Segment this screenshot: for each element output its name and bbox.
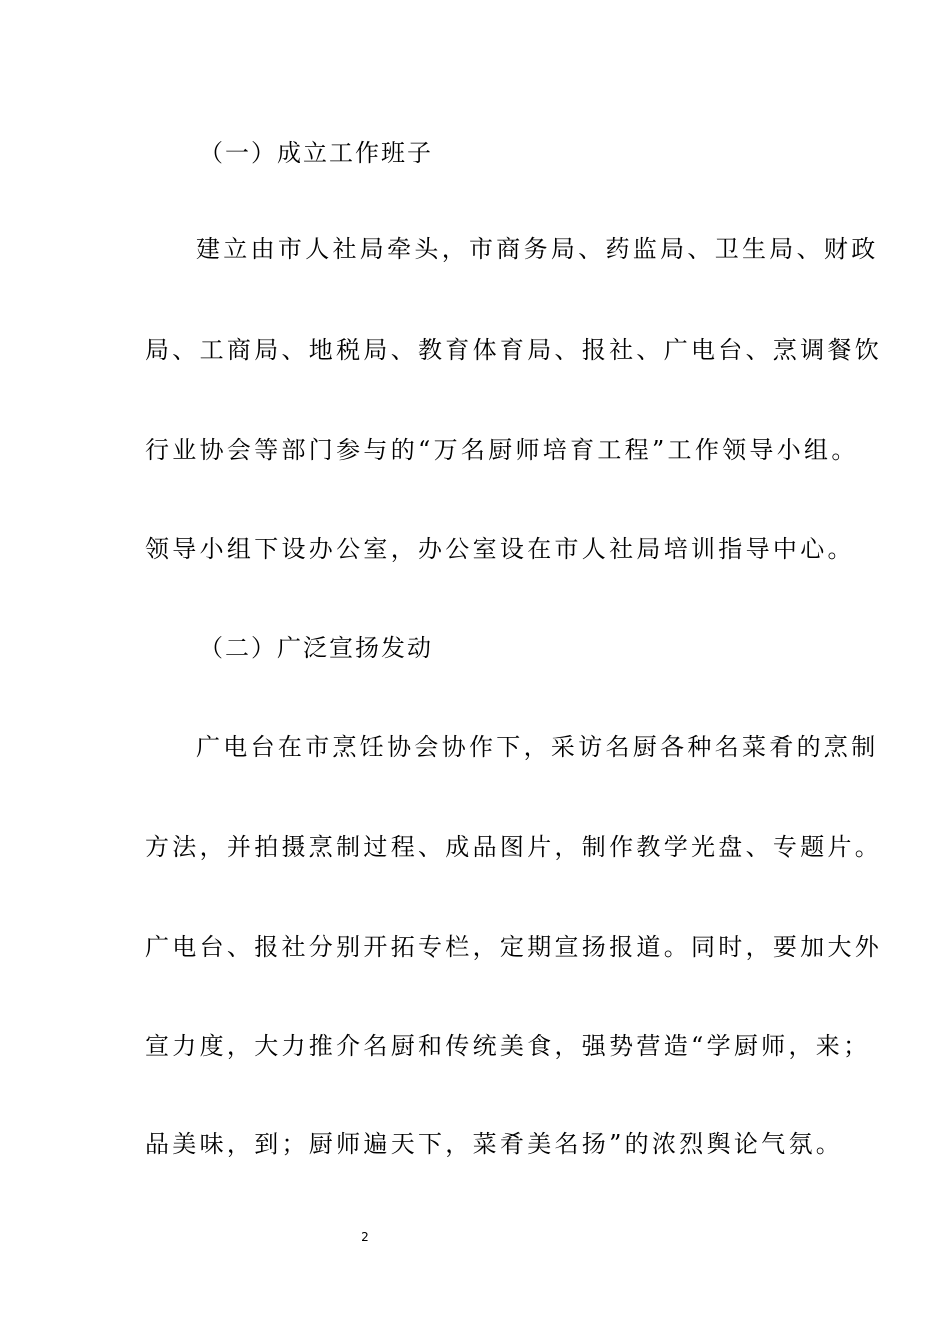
paragraph-line: 宣力度，大力推介名厨和传统美食，强势营造“学厨师，来； (145, 1032, 871, 1060)
paragraph-line: 领导小组下设办公室，办公室设在市人社局培训指导中心。 (145, 535, 855, 563)
paragraph-line: 行业协会等部门参与的“万名厨师培育工程”工作领导小组。 (145, 436, 859, 464)
page-number: 2 (361, 1230, 369, 1244)
paragraph-line: 方法，并拍摄烹制过程、成品图片，制作教学光盘、专题片。 (145, 833, 883, 861)
paragraph-line: 广电台在市烹饪协会协作下，采访名厨各种名菜肴的烹制 (196, 733, 879, 761)
section-heading-1: （一）成立工作班子 (199, 139, 433, 167)
section-heading-2: （二）广泛宣扬发动 (199, 634, 433, 662)
paragraph-line: 品美味，到；厨师遍天下，菜肴美名扬”的浓烈舆论气氛。 (145, 1130, 844, 1158)
paragraph-line: 建立由市人社局牵头，市商务局、药监局、卫生局、财政 (196, 235, 879, 263)
paragraph-line: 局、工商局、地税局、教育体育局、报社、广电台、烹调餐饮 (145, 336, 883, 364)
paragraph-line: 广电台、报社分别开拓专栏，定期宣扬报道。同时，要加大外 (145, 933, 883, 961)
